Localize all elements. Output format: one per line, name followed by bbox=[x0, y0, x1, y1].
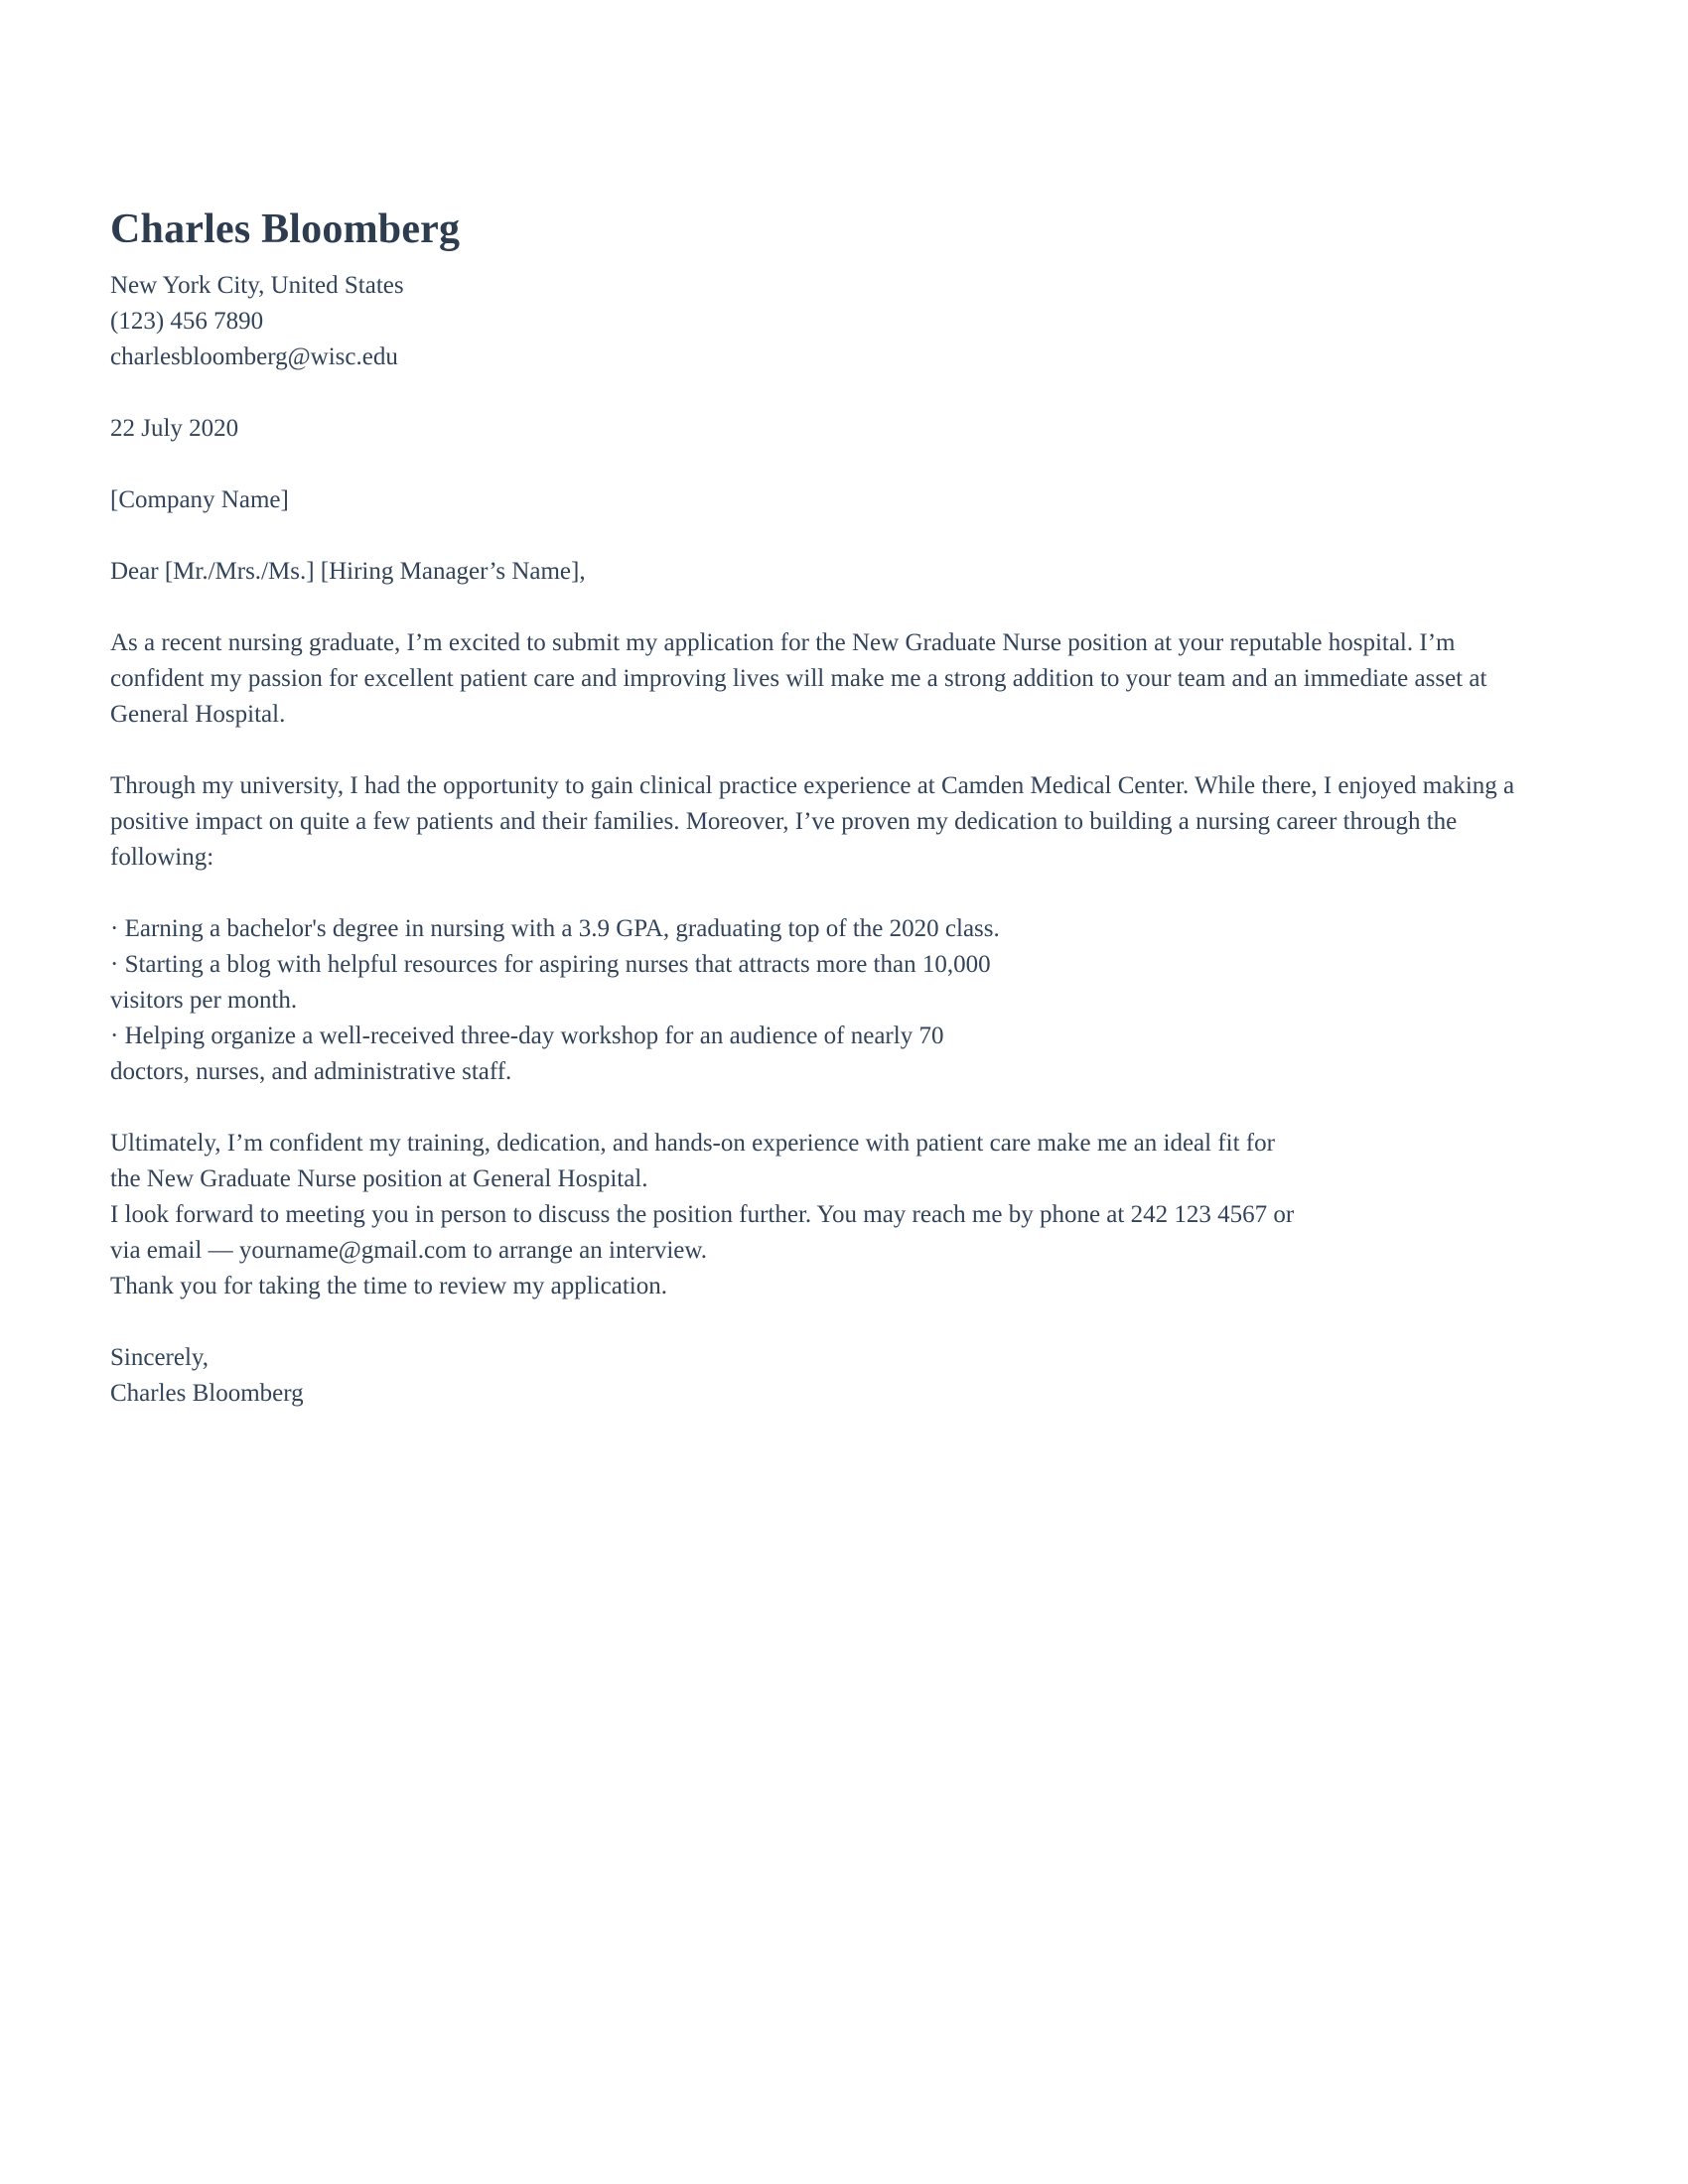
closing-paragraph bbox=[110, 1126, 1550, 1304]
list-item-text: Earning a bachelor's degree in nursing with a 3.9 GPA, graduating top of the 2020 class. bbox=[124, 915, 1000, 942]
bullet-marker: · bbox=[110, 951, 119, 978]
list-item-text: Helping organize a well-received three-day workshop for an audience of nearly 70 bbox=[124, 1023, 944, 1049]
contact-phone: (123) 456 7890 bbox=[110, 308, 264, 335]
spacer bbox=[110, 375, 1550, 411]
closing-line: via email — yourname@gmail.com to arrange an interview. bbox=[110, 1237, 708, 1264]
spacer bbox=[110, 876, 1550, 911]
spacer bbox=[110, 518, 1550, 554]
closing-line: Ultimately, I’m confident my training, dedication, and hands-on experience with patient care make me an ideal fit for bbox=[110, 1130, 1275, 1157]
contact-email: charlesbloomberg@wisc.edu bbox=[110, 343, 398, 370]
contact-location: New York City, United States bbox=[110, 272, 404, 299]
page-title: Charles Bloomberg bbox=[110, 206, 461, 252]
body-paragraph-2: Through my university, I had the opportunity to gain clinical practice experience at Camden Medical Center. While there, I enjoyed making a positive impact on quite a few patients and their families. Moreover, I’ve proven my dedication to building a nursing career through the following: bbox=[110, 772, 1515, 871]
spacer bbox=[110, 1304, 1550, 1340]
salutation: Dear [Mr./Mrs./Ms.] [Hiring Manager’s Name], bbox=[110, 558, 586, 585]
list-item-continuation: doctors, nurses, and administrative staff. bbox=[110, 1058, 512, 1085]
spacer bbox=[110, 590, 1550, 625]
cover-letter bbox=[110, 208, 1550, 1412]
spacer bbox=[110, 447, 1550, 482]
signature-block bbox=[110, 1340, 1550, 1412]
body-paragraph-1: As a recent nursing graduate, I’m excited to submit my application for the New Graduate Nurse position at your reputable hospital. I’m confident my passion for excellent patient care and improving lives will make me a strong addition to your team and an immediate asset at General Hospital. bbox=[110, 629, 1487, 728]
signature-name: Charles Bloomberg bbox=[110, 1380, 304, 1407]
closing-line: Thank you for taking the time to review my application. bbox=[110, 1273, 667, 1299]
closing-line: the New Graduate Nurse position at General Hospital. bbox=[110, 1165, 648, 1192]
sign-off: Sincerely, bbox=[110, 1344, 210, 1371]
contact-block bbox=[110, 268, 1550, 375]
list-item bbox=[110, 947, 1550, 983]
bullet-marker: · bbox=[110, 1023, 119, 1049]
list-item-text: Starting a blog with helpful resources for aspiring nurses that attracts more than 10,000 bbox=[124, 951, 991, 978]
bullet-marker: · bbox=[110, 915, 119, 942]
achievements-list bbox=[110, 911, 1550, 1090]
closing-line: I look forward to meeting you in person to discuss the position further. You may reach me by phone at 242 123 4567 or bbox=[110, 1201, 1295, 1228]
company-name: [Company Name] bbox=[110, 486, 289, 513]
list-item bbox=[110, 1019, 1550, 1054]
spacer bbox=[110, 1090, 1550, 1126]
list-item-continuation: visitors per month. bbox=[110, 987, 298, 1014]
letter-date: 22 July 2020 bbox=[110, 415, 239, 442]
list-item bbox=[110, 911, 1550, 947]
spacer bbox=[110, 733, 1550, 768]
